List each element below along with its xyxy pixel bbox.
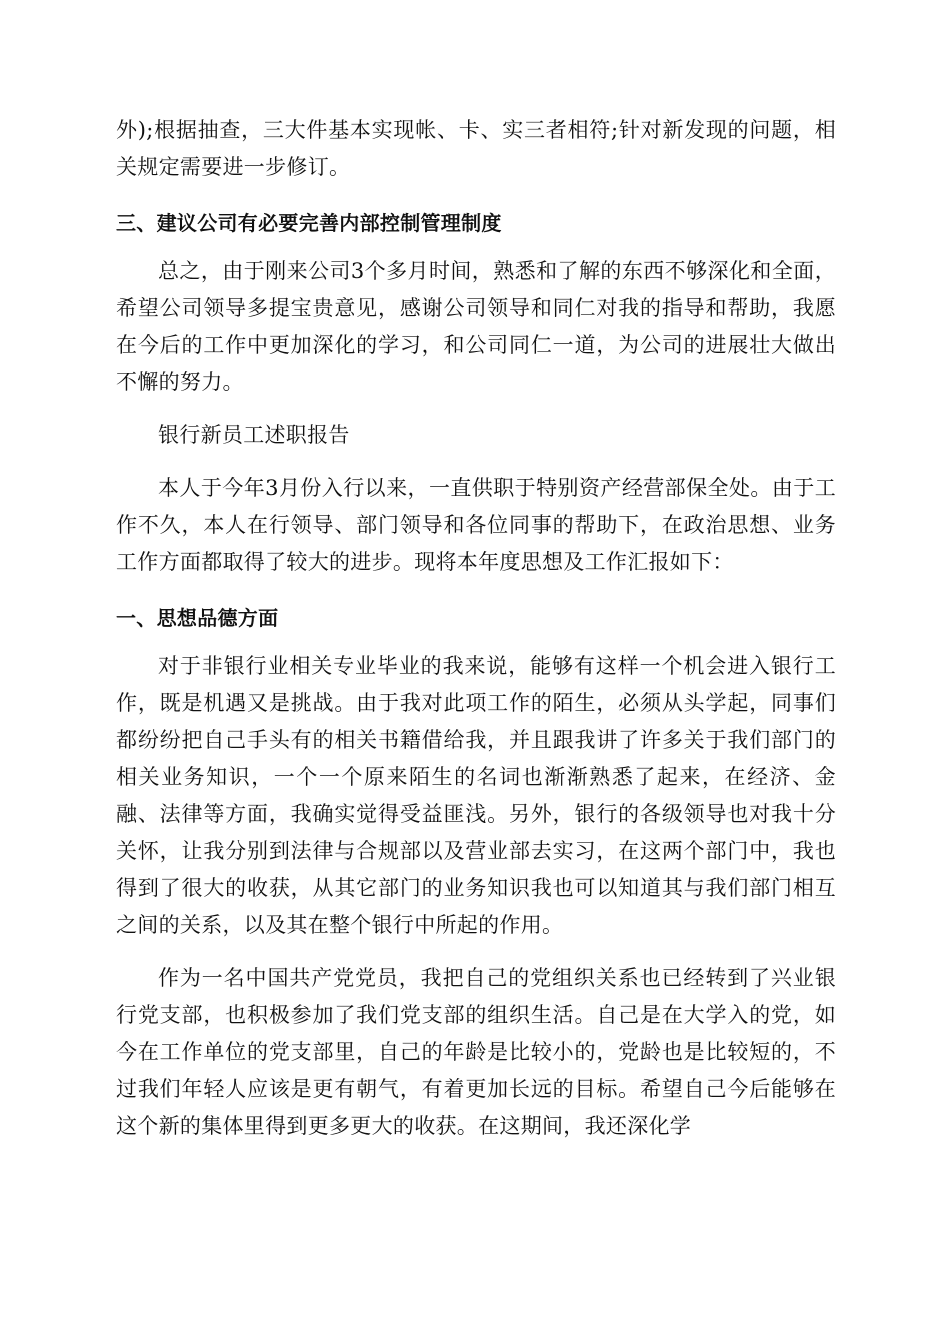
paragraph-summary: 总之，由于刚来公司3个多月时间，熟悉和了解的东西不够深化和全面，希望公司领导多提宝贵意见，感谢公司领导和同仁对我的指导和帮助，我愿在今后的工作中更加深化的学习，和公司同仁一道，为公司的进展壮大做出不懈的努力。	[116, 259, 836, 394]
paragraph-continuation: 外);根据抽查，三大件基本实现帐、卡、实三者相符;针对新发现的问题，相关规定需要进一步修订。	[116, 118, 836, 179]
paragraph-moral-character: 对于非银行业相关专业毕业的我来说，能够有这样一个机会进入银行工作，既是机遇又是挑战。由于我对此项工作的陌生，必须从头学起，同事们都纷纷把自己手头有的相关书籍借给我，并且跟我讲了许多关于我们部门的相关业务知识，一个一个原来陌生的名词也渐渐熟悉了起来，在经济、金融、法律等方面，我确实觉得受益匪浅。另外，银行的各级领导也对我十分关怀，让我分别到法律与合规部以及营业部去实习，在这两个部门中，我也得到了很大的收获，从其它部门的业务知识我也可以知道其与我们部门相互之间的关系，以及其在整个银行中所起的作用。	[116, 654, 836, 937]
text-column	[116, 112, 836, 1145]
report-title: 银行新员工述职报告	[158, 423, 350, 447]
paragraph-intro: 本人于今年3月份入行以来，一直供职于特别资产经营部保全处。由于工作不久，本人在行领导、部门领导和各位同事的帮助下，在政治思想、业务工作方面都取得了较大的进步。现将本年度思想及工作汇报如下：	[116, 476, 836, 574]
section-heading-one: 一、思想品德方面	[116, 606, 279, 630]
paragraph-party-member: 作为一名中国共产党党员，我把自己的党组织关系也已经转到了兴业银行党支部，也积极参加了我们党支部的组织生活。自己是在大学入的党，如今在工作单位的党支部里，自己的年龄是比较小的，党龄也是比较短的，不过我们年轻人应该是更有朝气，有着更加长远的目标。希望自己今后能够在这个新的集体里得到更多更大的收获。在这期间，我还深化学	[116, 966, 836, 1138]
section-heading-three: 三、建议公司有必要完善内部控制管理制度	[116, 211, 502, 235]
